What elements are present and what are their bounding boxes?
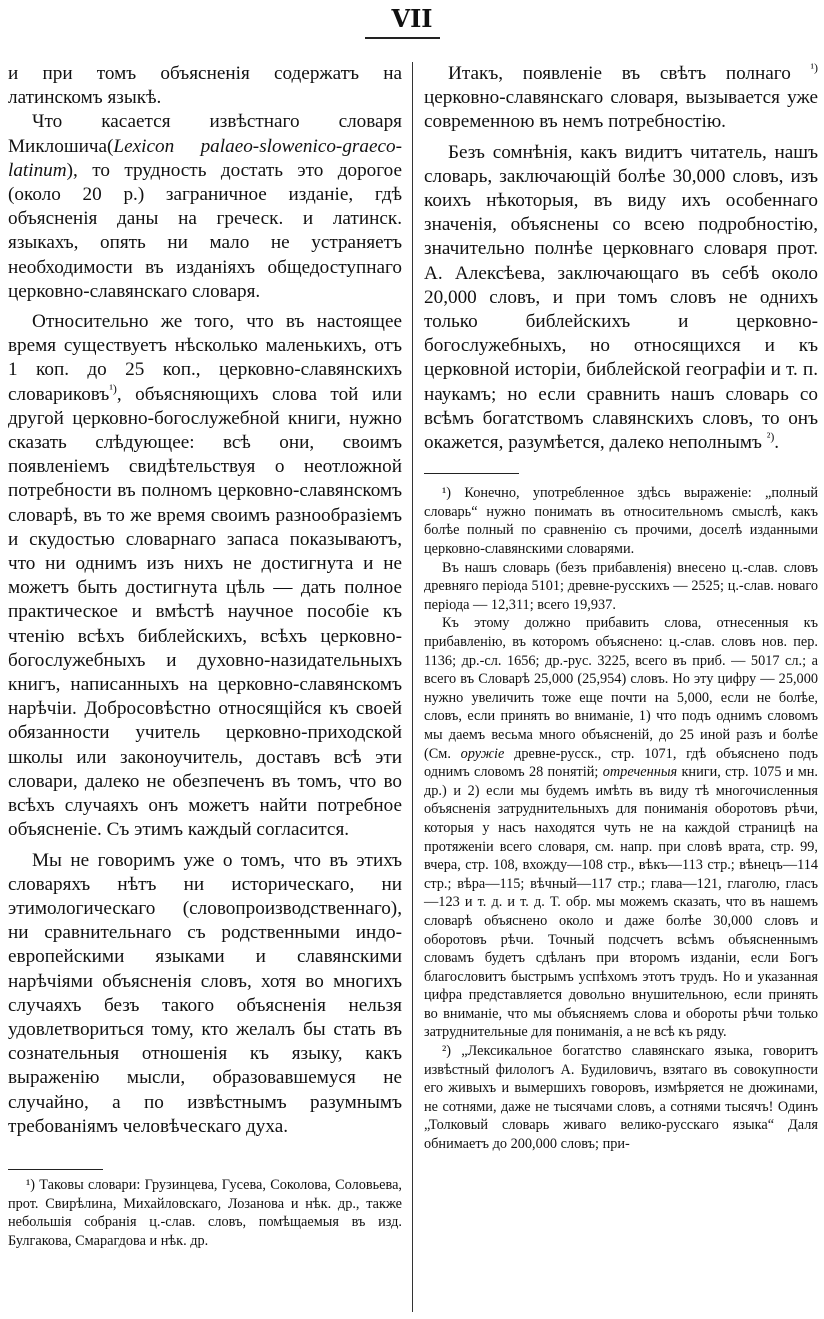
page-number: VII (391, 4, 433, 33)
appearance-text-2: церковно-славянскаго словаря, вызывается уже современною въ немъ потребностію. (424, 87, 818, 133)
miklosich-text-1: Что касается извѣстнаго словаря Миклошича (8, 111, 402, 157)
footnote-1-left: ¹) Таковы словари: Грузинцева, Гусева, Соколова, Соловьева, прот. Свирѣлина, Михайловскаго, Лозанова и нѣк. др., также небольшія собранія ц.-слав. словъ, помѣщаемыя въ изд. Булгакова, Смарагдова и нѣк. др. (8, 1176, 402, 1249)
column-divider (412, 62, 413, 1312)
paragraph-miklosich: Что касается извѣстнаго словаря Миклошича(Lexicon palaeo-slowenico-graeco-latinum), то трудность достать это дорогое (около 20 р.) заграничное изданіе, гдѣ объясненія даны на греческ. и латинск. языкахъ, опять ни мало не устраняетъ необходимости въ изданіяхъ общедоступнаго церковно-славянскаго словаря. (8, 111, 402, 302)
footnote-1-appendix (424, 614, 818, 1042)
footnote-ref-1: ¹) (109, 381, 117, 396)
lexicon-title: Lexicon palaeo-slowenico-graeco-latinum (8, 135, 402, 181)
example-word-1: оружіе (460, 745, 505, 762)
footnote-ref-2: ²) (766, 429, 775, 444)
miklosich-text-2: ), то трудность достать это дорогое (около 20 р.) заграничное изданіе, гдѣ объясненія даны на греческ. и латинск. языкахъ, опять ни мало не устраняетъ необходимости въ изданіяхъ общедоступнаго церковно-славянскаго словаря. (8, 159, 402, 302)
paragraph-continuation: и при томъ объясненія содержатъ на латинскомъ языкѣ. (8, 63, 402, 109)
small-dict-text-2: , объясняющихъ слова той или другой церковно-богослужебной книги, нужно сказать слѣдующее: всѣ они, своимъ появленіемъ свидѣтельствуя о неотложной потребности въ полномъ церковно-славянскомъ словарѣ, въ то же время своимъ разнообразіемъ и скудостью словарнаго запаса показываютъ, что ни однимъ изъ нихъ не достигнута и не можетъ быть достигнута цѣль — дать полное практическое и вмѣстѣ научное пособіе къ чтенію всѣхъ библейскихъ, всѣхъ церковно-богослужебныхъ и духовно-назидательныхъ книгъ, написанныхъ на церковно-славянскомъ нарѣчіи. Добросовѣстно относящійся къ своей обязанности учитель церковно-приходской школы или законоучитель, доставъ всѣ эти словари, далеко не обезпеченъ въ томъ, что во всѣхъ случаяхъ онъ можетъ найти потребное объясненіе. Съ этимъ каждый согласится. (8, 383, 402, 841)
appearance-text-1: Итакъ, появленіе въ свѣтъ полнаго (448, 63, 791, 84)
footnote-1-meaning: ¹) Конечно, употребленное здѣсь выраженіе: „полный словарь“ нужно понимать въ относительномъ смыслѣ, какъ болѣе полный по сравненію съ прочими, доселѣ изданными церковно-славянскими словарями. (424, 485, 818, 558)
footnote-ref-1-right: ¹) (810, 60, 818, 75)
small-dict-text-1: Относительно же того, что въ настоящее время существуетъ нѣсколько маленькихъ, отъ 1 коп. до 25 коп., церковно-славянскихъ словариковъ (8, 311, 402, 405)
comparison-end: . (774, 432, 780, 454)
header-rule (365, 37, 440, 39)
appendix-text-1: Къ этому должно прибавить слова, отнесенныя къ прибавленію, въ которомъ объяснено: ц.-слав. словъ нов. пер. 1136; др.-сл. 1656; др.-рус. 3225, всего въ приб. — 5017 сл.; а всего въ Словарѣ 25,000 (25,954) словъ. Но эту цифру — 25,000 нужно увеличить тоже еще почти на 5,000, если не болѣе, словъ, если принять во вниманіе, 1) что подъ однимъ словомъ мы даемъ весьма много объясненій, до 25 иной разъ и болѣе (См. (424, 615, 818, 762)
left-column (8, 62, 402, 1250)
paragraph-small-dictionaries (8, 310, 402, 842)
paragraph-comparison (424, 141, 818, 456)
appendix-text-3: книги, стр. 1075 и мн. др.) и 2) если мы будемъ имѣть въ виду тѣ многочисленныя объясненія затруднительныхъ для пониманія оборотовъ рѣчи, которыя у насъ находятся чуть не на каждой страницѣ на протяженіи всего словаря, см. напр. при словѣ врата, стр. 99, вчера, стр. 108, вхожду—108 стр., вѣкъ—113 стр.; вѣнецъ—114 стр.; вѣра—115; вѣчный—117 стр.; глава—121, глаголю, гласъ—123 и т. д. и т. д. Т. обр. мы можемъ сказать, что въ нашемъ словарѣ объяснено около и даже болѣе 30,000 словъ и оборотовъ рѣчи. Точный подсчетъ всѣмъ объясненнымъ словамъ будетъ сдѣланъ при второмъ изданіи, если Богъ благословитъ быстрымъ успѣхомъ этотъ трудъ. Но и указанная цифра представляется довольно внушительною, если принять во вниманіе, что мы объясняемъ слова и обороты рѣчи только затруднительные для пониманія, а не всѣ къ ряду. (424, 764, 818, 1041)
right-column (424, 62, 818, 1154)
paragraph-appearance (424, 62, 818, 135)
example-word-2: отреченныя (602, 764, 678, 781)
comparison-text: Безъ сомнѣнія, какъ видитъ читатель, нашъ словарь, заключающій болѣе 30,000 словъ, изъ коихъ нѣкоторыя, въ виду ихъ особеннаго значенія, объяснены со всею подробностію, значительно полнѣе церковнаго словаря прот. А. Алексѣева, заключающаго въ себѣ около 20,000 словъ, и при томъ словъ не однихъ только библейскихъ и церковно-богослужебныхъ, но относящихся и къ церковной исторіи, библейской географіи и т. п. наукамъ; но если сравнить нашъ словарь со всѣмъ богатствомъ славянскихъ словъ, то онъ окажется, разумѣется, далеко неполнымъ (424, 141, 818, 454)
footnote-1-counts: Въ нашъ словарь (безъ прибавленія) внесено ц.-слав. словъ древняго періода 5101; древне-русскихъ — 2525; ц.-слав. новаго періода — 12,311; всего 19,937. (424, 559, 818, 613)
footnote-2: ²) „Лексикальное богатство славянскаго языка, говоритъ извѣстный филологъ А. Будиловичъ, взятаго въ совокупности его живыхъ и вымершихъ говоровъ, измѣряется не дюжинами, не сотнями, даже не тысячами словъ, а сотнями тысячъ! Одинъ „Толковый словарь живаго велико-русскаго языка“ Даля обнимаетъ до 200,000 словъ; при- (424, 1043, 818, 1153)
paragraph-etymology: Мы не говоримъ уже о томъ, что въ этихъ словаряхъ нѣтъ ни историческаго, ни этимологическаго (словопроизводственнаго), ни сравнительнаго съ родственными индо-европейскими языками и славянскими нарѣчіями объясненія словъ, хотя во многихъ случаяхъ безъ такого объясненія нельзя удовлетвориться тому, кто желалъ бы стать въ сознательныя отношенія къ языку, какъ выраженію мысли, образовавшемуся не случайно, а по извѣстнымъ разумнымъ требованіямъ человѣческаго духа. (8, 849, 402, 1137)
appendix-text-2: древне-русск., стр. 1071, гдѣ объяснено подъ однимъ словомъ 28 понятій; (424, 745, 818, 781)
